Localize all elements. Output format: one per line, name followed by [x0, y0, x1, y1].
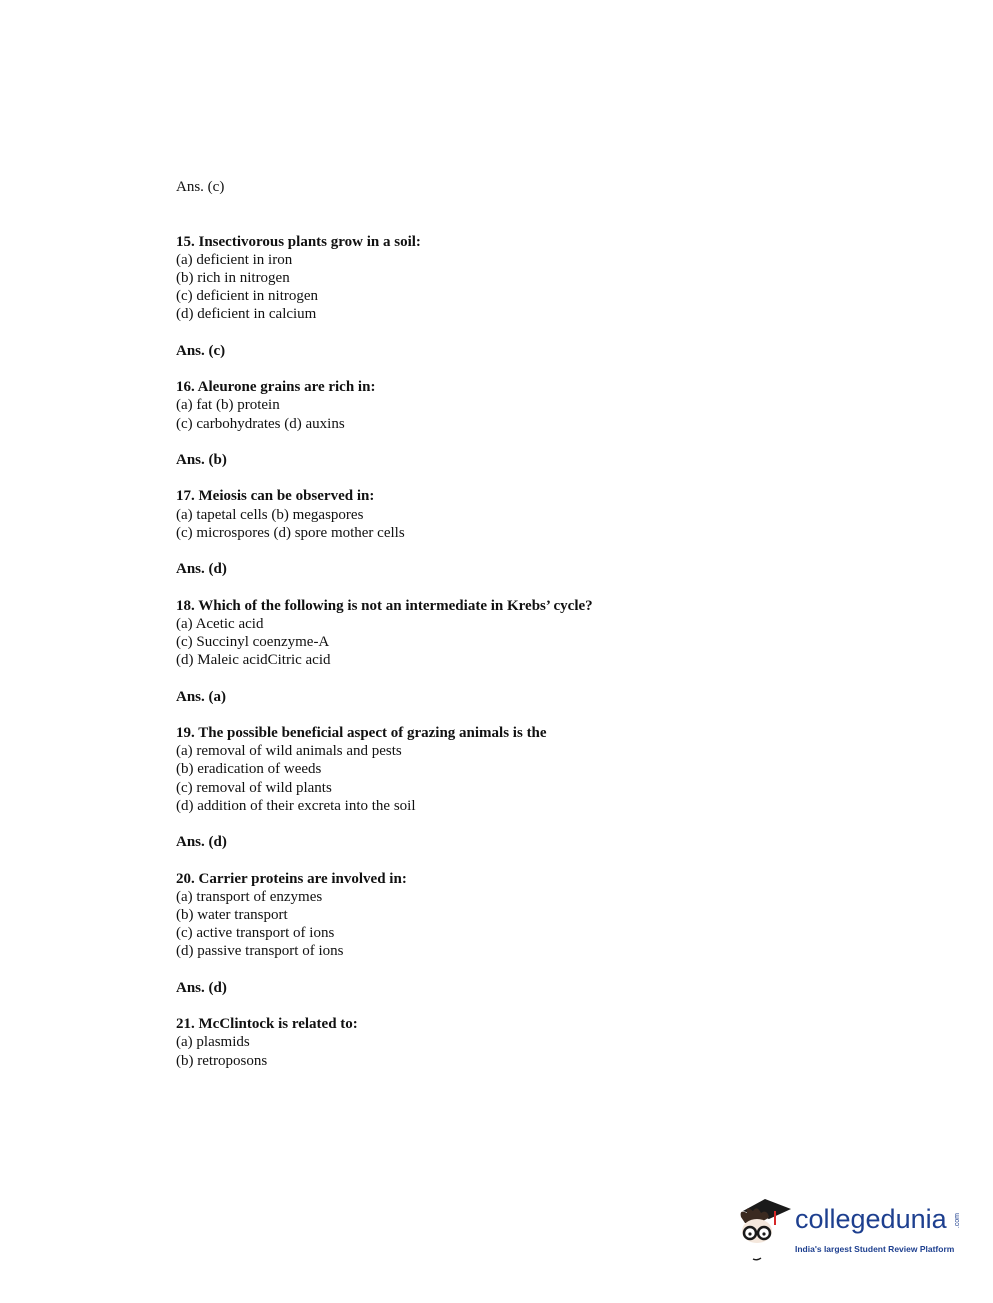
answer-line: Ans. (c): [176, 342, 226, 359]
logo-wordmark: collegedunia: [795, 1204, 947, 1234]
option-line: (a) transport of enzymes: [176, 888, 323, 905]
option-line: (d) Maleic acidCitric acid: [176, 652, 331, 669]
answer-line: Ans. (b): [176, 451, 227, 468]
option-line: (c) deficient in nitrogen: [176, 288, 319, 305]
question-block: [176, 870, 896, 961]
question-text: 19. The possible beneficial aspect of grazing animals is the: [176, 724, 547, 741]
question-text: 15. Insectivorous plants grow in a soil:: [176, 233, 421, 250]
question-block: [176, 597, 896, 670]
question-text: 16. Aleurone grains are rich in:: [176, 379, 376, 396]
logo-suffix: .com: [954, 1213, 961, 1229]
mascot-icon: [735, 1195, 797, 1265]
option-line: (a) fat (b) protein: [176, 397, 280, 414]
collegedunia-logo: [735, 1195, 965, 1265]
option-line: (a) plasmids: [176, 1034, 250, 1051]
option-line: (c) microspores (d) spore mother cells: [176, 524, 405, 541]
option-line: (a) deficient in iron: [176, 251, 293, 268]
option-line: (a) removal of wild animals and pests: [176, 743, 402, 760]
question-text: 17. Meiosis can be observed in:: [176, 488, 375, 505]
option-line: (c) active transport of ions: [176, 925, 335, 942]
option-line: (b) retroposons: [176, 1052, 268, 1069]
option-line: (c) removal of wild plants: [176, 779, 332, 796]
question-list: [176, 178, 896, 1070]
question-block: [176, 724, 896, 815]
answer-line: Ans. (c): [176, 179, 225, 195]
answer-line: Ans. (d): [176, 561, 227, 578]
question-block: [176, 378, 896, 433]
question-block: [176, 1015, 896, 1070]
option-line: (b) rich in nitrogen: [176, 269, 290, 286]
answer-line: Ans. (d): [176, 834, 227, 851]
option-line: (c) carbohydrates (d) auxins: [176, 415, 345, 432]
option-line: (a) Acetic acid: [176, 615, 264, 632]
question-block: [176, 233, 896, 324]
question-text: 21. McClintock is related to:: [176, 1016, 358, 1033]
answer-line: Ans. (d): [176, 979, 227, 996]
option-line: (c) Succinyl coenzyme-A: [176, 633, 330, 650]
question-text: 20. Carrier proteins are involved in:: [176, 870, 407, 887]
option-line: (d) addition of their excreta into the soil: [176, 797, 416, 814]
option-line: (b) eradication of weeds: [176, 761, 322, 778]
question-block: [176, 487, 896, 542]
option-line: (d) passive transport of ions: [176, 943, 344, 960]
question-text: 18. Which of the following is not an intermediate in Krebs’ cycle?: [176, 597, 593, 614]
option-line: (a) tapetal cells (b) megaspores: [176, 506, 364, 523]
option-line: (d) deficient in calcium: [176, 306, 317, 323]
answer-line: Ans. (a): [176, 688, 227, 705]
option-line: (b) water transport: [176, 906, 288, 923]
logo-tagline: India's largest Student Review Platform: [795, 1244, 955, 1254]
